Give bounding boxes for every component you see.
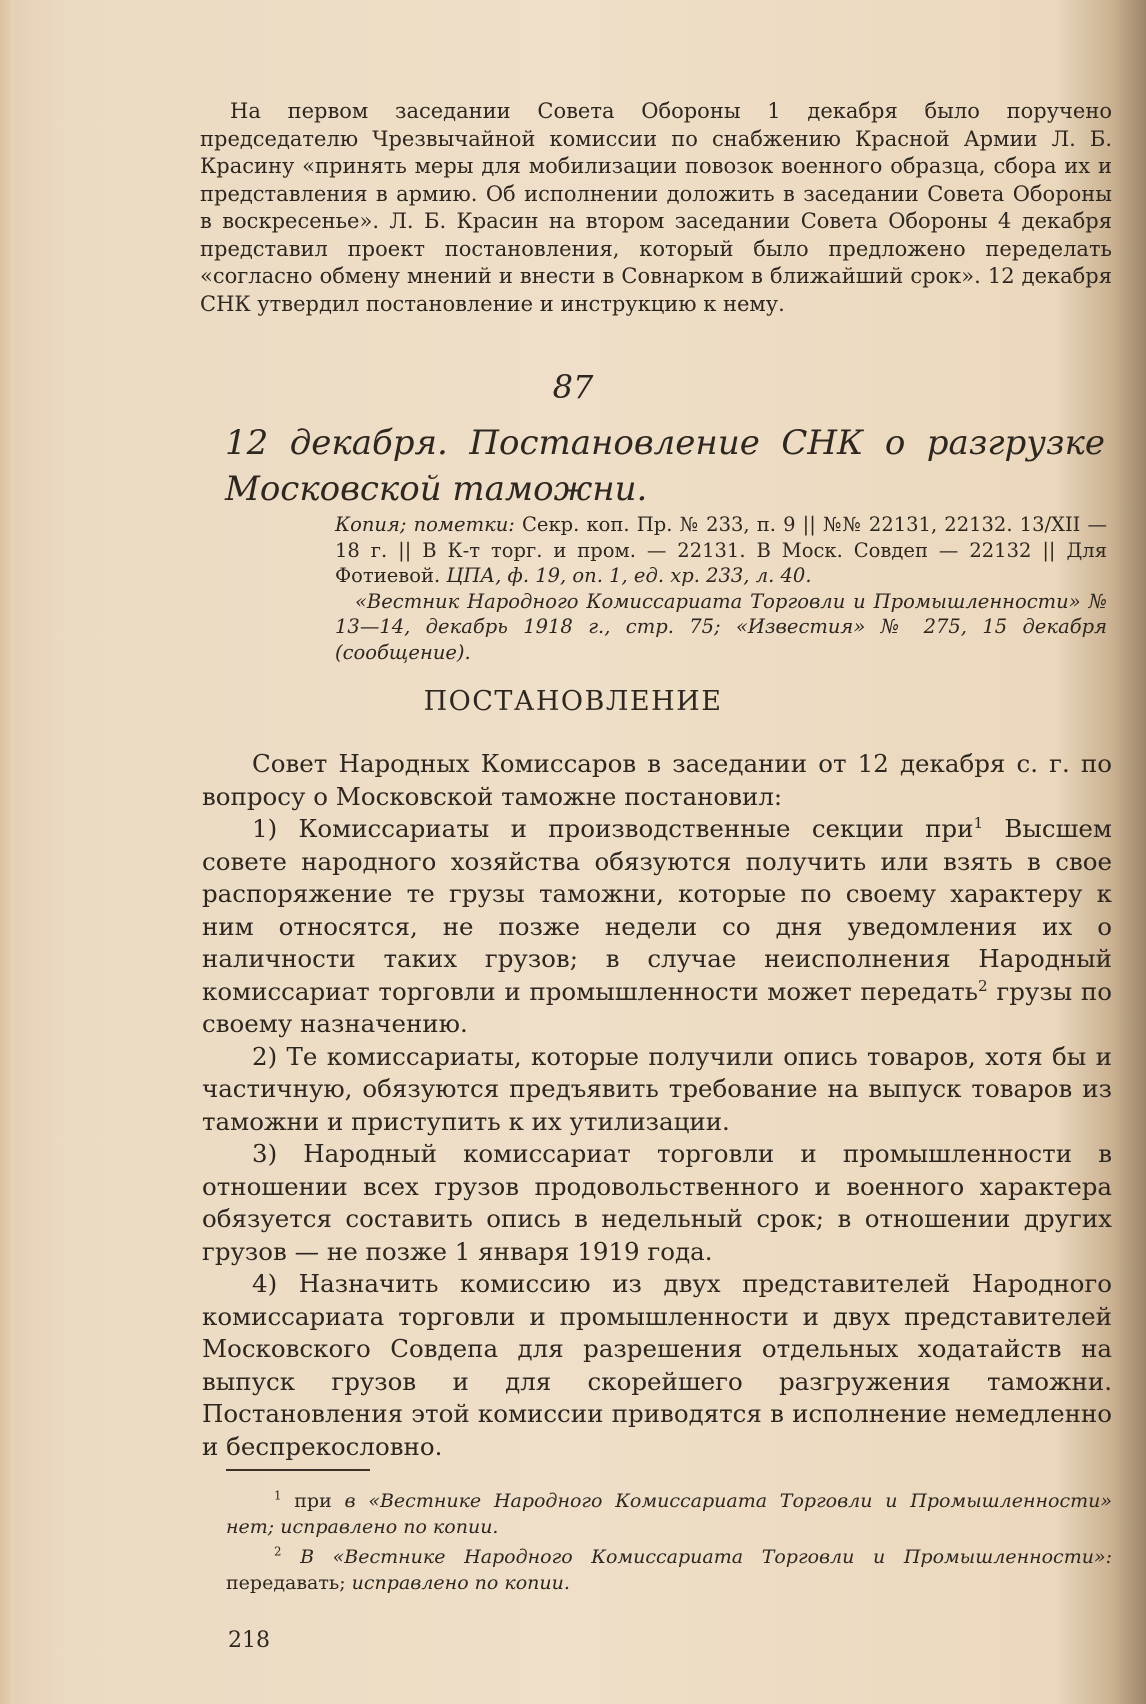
point-2: 2) Те комиссариаты, которые получили опись товаров, хотя бы и частичную, обязуются предъявить требование на выпуск товаров из таможни и приступить к их утилизации. [202, 1041, 1112, 1136]
preamble: Совет Народных Комиссаров в заседании от 12 декабря с. г. по вопросу о Московской таможне постановил: [202, 749, 1112, 811]
footnote-2-text: В «Вестнике Народного Комиссариата Торговли и Промышленности»: [300, 1546, 1112, 1568]
page-number: 218 [228, 1628, 270, 1653]
page-edge [0, 0, 14, 1704]
footnote-2-mark: 2 [274, 1544, 282, 1559]
footnote-1-mark: 1 [274, 1488, 282, 1503]
document-number: 87 [552, 368, 594, 406]
footnotes [226, 1488, 1112, 1600]
footnote-1 [226, 1488, 1112, 1540]
footnote-2-tail: передавать; [226, 1572, 346, 1594]
point-4: 4) Назначить комиссию из двух представителей Народного комиссариата торговли и промышленности и двух представителей Московского Совдепа для разрешения отдельных ходатайств на выпуск грузов и для скорейшего разгружения таможни. Постановления этой комиссии приводятся в исполнение немедленно и беспрекословно. [202, 1269, 1112, 1461]
footnote-1-lead: при [294, 1490, 332, 1512]
point-1-start: 1) Комиссариаты и производственные секции при [252, 814, 974, 843]
resolution-body [202, 748, 1112, 1463]
point-1-end: грузы по своему назначению. [202, 976, 1112, 1038]
copy-note [335, 512, 1107, 589]
copy-text: Секр. коп. Пр. № 233, п. 9 || №№ 22131, 22132. 13/XII — 18 г. || В К-т торг. и пром. — 22131. В Моск. Совдеп — 22132 || Для Фотиевой. [335, 513, 1107, 587]
point-1 [202, 813, 1112, 1041]
source-notes [335, 512, 1107, 665]
point-1-middle: Высшем совете народного хозяйства обязуются получить или взять в свое распоряжение те грузы таможни, которые по своему характеру к ним относятся, не позже недели со дня уведомления их о наличности таких грузов; в случае неисполнения Народный комиссариат торговли и промышленности может передать [202, 814, 1112, 1006]
footnote-1-text: в «Вестнике Народного Комиссариата Торговли и Промышленности» нет; исправлено по копии. [226, 1490, 1112, 1538]
archive-ref: ЦПА, ф. 19, оп. 1, ед. хр. 233, л. 40. [446, 564, 812, 587]
point-3: 3) Народный комиссариат торговли и промышленности в отношении всех грузов продовольственного и военного характера обязуется составить опись в недельный срок; в отношении других грузов — не позже 1 января 1919 года. [202, 1139, 1112, 1266]
footnote-2-tail-italic: исправлено по копии. [351, 1572, 570, 1594]
document-title: 12 декабря. Постановление СНК о разгрузке Московской таможни. [225, 423, 1105, 509]
resolution-heading: ПОСТАНОВЛЕНИЕ [423, 686, 723, 717]
intro-paragraph: На первом заседании Совета Обороны 1 декабря было поручено председателю Чрезвычайной комиссии по снабжению Красной Армии Л. Б. Красину «принять меры для мобилизации повозок военного образца, сбора их и представления в армию. Об исполнении доложить в заседании Совета Обороны в воскресенье». Л. Б. Красин на втором заседании Совета Обороны 4 декабря представил проект постановления, который было предложено переделать «согласно обмену мнений и внести в Совнарком в ближайший срок». 12 декабря СНК утвердил постановление и инструкцию к нему. [200, 99, 1112, 316]
publication-ref: «Вестник Народного Комиссариата Торговли и Промышленности» № 13—14, декабрь 1918 г., стр. 75; «Известия» № 275, 15 декабря (сообщение). [335, 589, 1107, 664]
footnote-ref-2: 2 [978, 976, 988, 995]
footnote-divider [226, 1469, 370, 1471]
copy-label: Копия; пометки: [335, 513, 515, 536]
footnote-ref-1: 1 [973, 813, 984, 832]
footnote-2 [226, 1544, 1112, 1596]
